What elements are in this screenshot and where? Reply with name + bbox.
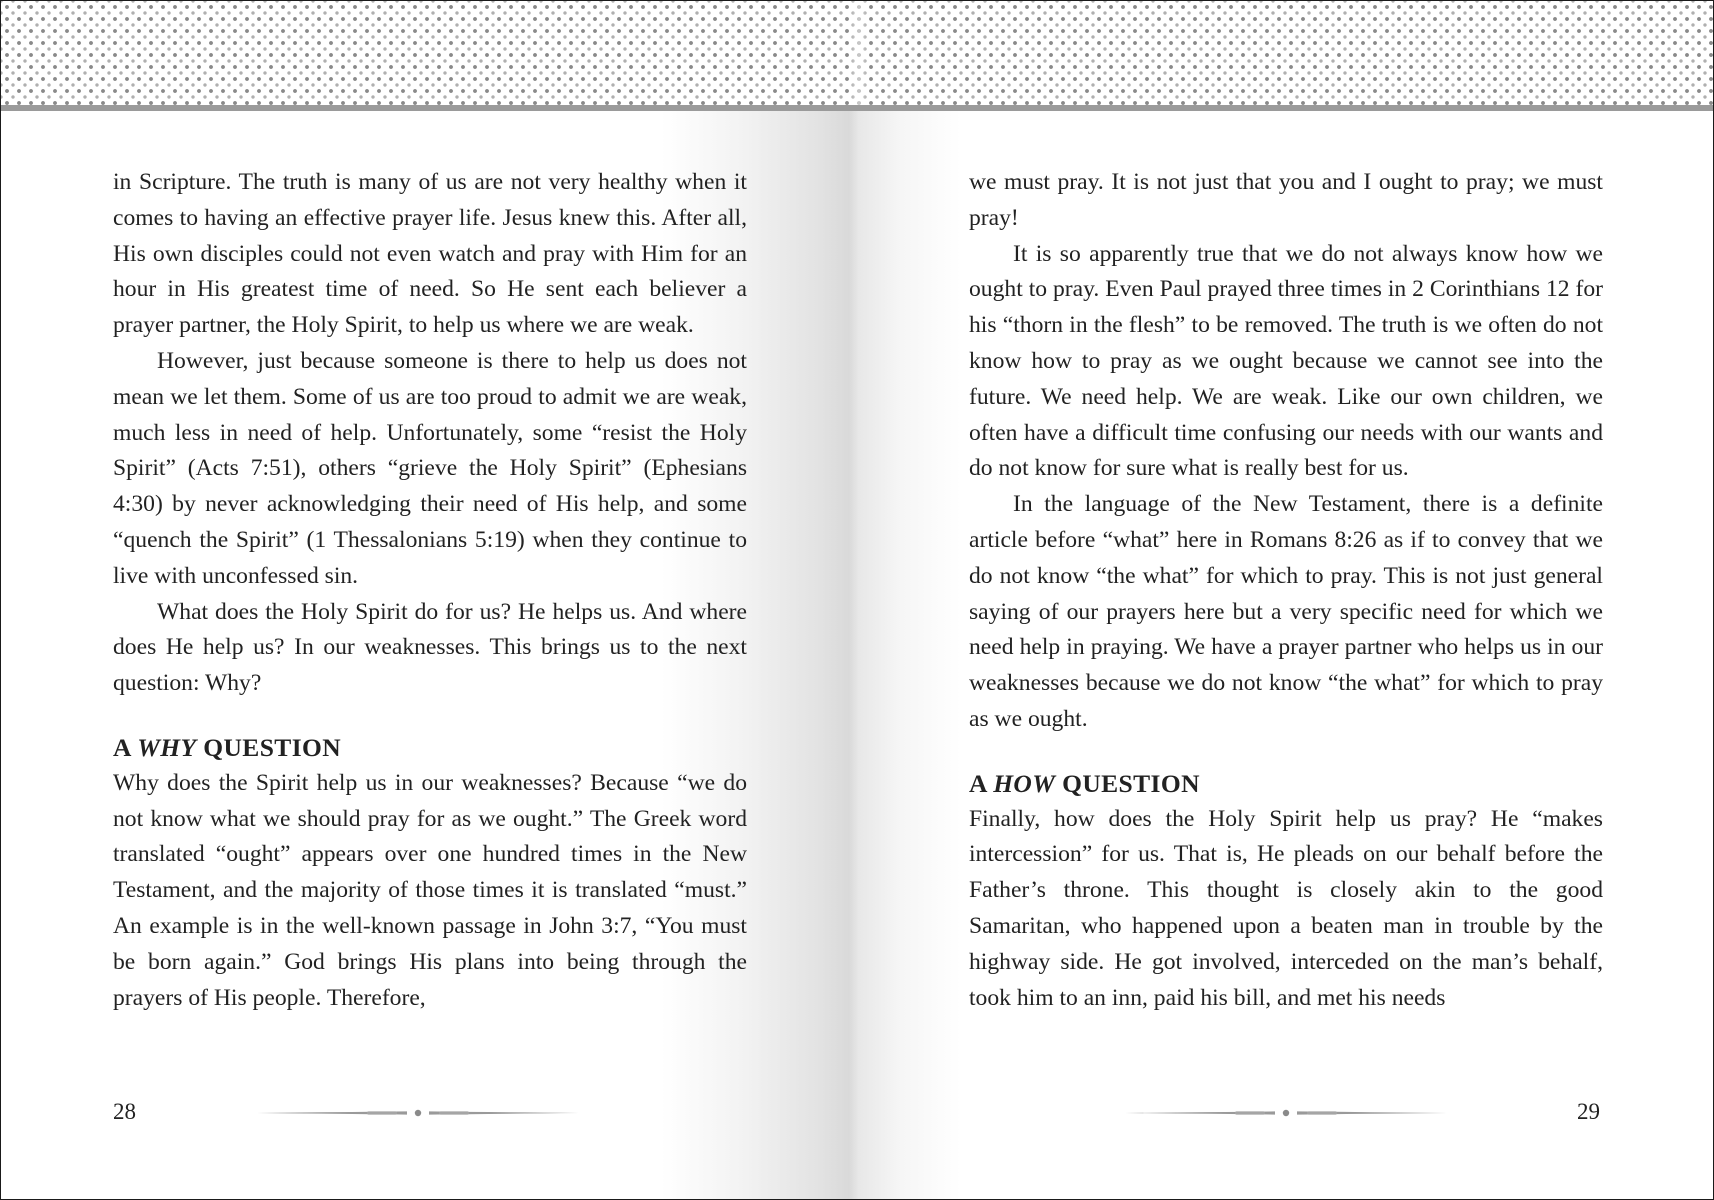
right-paragraph-2: It is so apparently true that we do not always know how we ought to pray. Even Paul prayed three times in 2 Corinthians 12 for his “thorn in the flesh” to be removed. The truth is we often do not know how to pray as we ought because we cannot see into the future. We need help. We are weak. Like our own children, we often have a difficult time confusing our needs with our wants and do not know for sure what is really best for us. — [969, 240, 1603, 482]
left-page — [113, 165, 747, 1016]
page-number-right: 29 — [1577, 1099, 1600, 1124]
left-paragraph-3: What does the Holy Spirit do for us? He helps us. And where does He help us? In our weaknesses. This brings us to the next question: Why? — [113, 598, 747, 697]
folio-ornament-right — [1125, 1108, 1447, 1118]
left-paragraph-2: However, just because someone is there to help us does not mean we let them. Some of us are too proud to admit we are weak, much less in need of help. Unfortunately, some “resist the Holy Spirit” (Acts 7:51), others “grieve the Holy Spirit” (Ephesians 4:30) by never acknowledging their need of His help, and some “quench the Spirit” (1 Thessalonians 5:19) when they continue to live with unconfessed sin. — [113, 347, 747, 589]
page-number-left: 28 — [113, 1099, 136, 1124]
right-paragraph-1: we must pray. It is not just that you and I ought to pray; we must pray! — [969, 169, 1603, 231]
why-question-heading — [113, 730, 747, 766]
left-paragraph-4: Why does the Spirit help us in our weaknesses? Because “we do not know what we should pray for as we ought.” The Greek word translated “ought” appears over one hundred times in the New Testament, and the majority of those times it is translated “must.” An example is in the well-known passage in John 3:7, “You must be born again.” God brings His plans into being through the prayers of His people. Therefore, — [113, 769, 747, 1011]
heading-prefix: A — [969, 768, 994, 798]
folio-ornament-left — [257, 1108, 579, 1118]
header-rule — [1, 105, 1714, 111]
right-paragraph-3: In the language of the New Testament, there is a definite article before “what” here in Romans 8:26 as if to convey that we do not know “the what” for which to pray. This is not just general saying of our prayers here but a very specific need for which we need help in praying. We have a prayer partner who helps us in our weaknesses because we do not know “the what” for which to pray as we ought. — [969, 491, 1603, 732]
gutter-fold — [851, 1, 867, 111]
right-paragraph-4: Finally, how does the Holy Spirit help us pray? He “makes intercession” for us. That is, He pleads on our behalf before the Father’s throne. This thought is closely akin to the good Samaritan, who happened upon a beaten man in trouble by the highway side. He got involved, interceded on the man’s behalf, took him to an inn, paid his bill, and met his needs — [969, 805, 1603, 1011]
heading-emphasis: WHY — [137, 732, 197, 762]
heading-suffix: QUESTION — [1055, 768, 1200, 798]
right-page — [969, 165, 1603, 1016]
heading-prefix: A — [113, 732, 138, 762]
how-question-heading — [969, 766, 1603, 802]
left-paragraph-1: in Scripture. The truth is many of us are not very healthy when it comes to having an effective prayer life. Jesus knew this. After all, His own disciples could not even watch and pray with Him for an hour in His greatest time of need. So He sent each believer a prayer partner, the Holy Spirit, to help us where we are weak. — [113, 169, 747, 339]
heading-suffix: QUESTION — [196, 732, 342, 762]
heading-emphasis: HOW — [993, 768, 1056, 798]
